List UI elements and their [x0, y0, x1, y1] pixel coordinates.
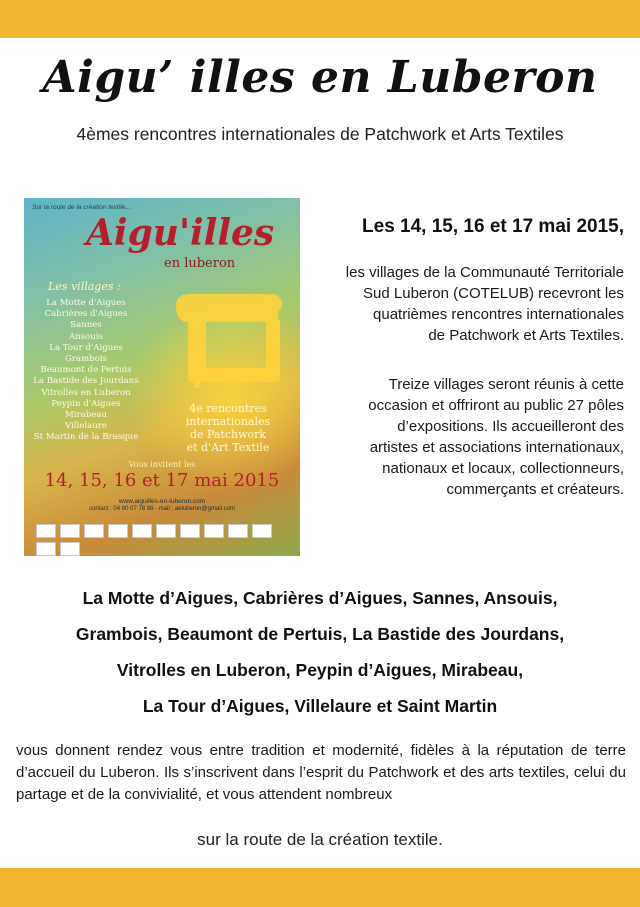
- poster-rencontres-line: et d'Art Textile: [186, 441, 270, 454]
- intro-line: Sud Luberon (COTELUB) recevront les: [363, 285, 624, 302]
- intro-line: Treize villages seront réunis à cette: [388, 376, 624, 393]
- closing-line: arts textiles, celui du partage et de la convivialité, et vous attendent nombreux: [16, 764, 626, 803]
- intro-paragraph-2: [306, 374, 624, 500]
- sponsor-logo-icon: [36, 524, 56, 538]
- closing-paragraph: [16, 740, 626, 806]
- intro-line: quatrièmes rencontres internationales: [373, 306, 624, 323]
- closing-line: vous donnent rendez vous entre tradition et modernité, fidèles à la réputation: [16, 742, 564, 759]
- intro-line: commerçants et créateurs.: [446, 481, 624, 498]
- sponsor-logo-icon: [36, 542, 56, 556]
- villages-line: Grambois, Beaumont de Pertuis, La Bastide des Jourdans,: [75, 624, 565, 644]
- intro-line: nationaux et locaux, collectionneurs,: [382, 460, 624, 477]
- intro-line: les villages de la Communauté Territoriale: [345, 264, 624, 281]
- closing-line: de terre d’accueil du Luberon. Ils s’inscrivent dans l’esprit du Patchwork et des: [16, 742, 627, 781]
- sponsor-logo-icon: [108, 524, 128, 538]
- sponsor-logo-icon: [252, 524, 272, 538]
- poster-route-tagline: Sur la route de la création textile...: [32, 204, 131, 211]
- poster-village: La Tour d'Aigues: [49, 342, 123, 353]
- event-dates: Les 14, 15, 16 et 17 mai 2015,: [362, 216, 624, 237]
- villages-line: La Tour d’Aigues, Villelaure et Saint Martin: [142, 696, 498, 716]
- poster-village: Vitrolles en Luberon: [41, 387, 131, 398]
- page-subtitle: 4èmes rencontres internationales de Patchwork et Arts Textiles: [76, 124, 564, 144]
- page-title: Aigu’ illes en Luberon: [42, 52, 598, 103]
- intro-line: occasion et offriront au public 27 pôles: [368, 397, 624, 414]
- sponsor-logo-icon: [132, 524, 152, 538]
- poster-village: Ansouis: [68, 331, 104, 342]
- sponsor-logo-icon: [204, 524, 224, 538]
- poster-dates: 14, 15, 16 et 17 mai 2015: [44, 470, 280, 491]
- villages-line: Vitrolles en Luberon, Peypin d’Aigues, Mirabeau,: [116, 660, 524, 680]
- villages-line: La Motte d’Aigues, Cabrières d’Aigues, Sannes, Ansouis,: [82, 588, 558, 608]
- sponsor-logos: [34, 520, 292, 550]
- poster-contact: contact : 04 90 07 78 98 - mail : aeluberon@gmail.com: [89, 506, 235, 512]
- poster-website: www.aiguilles-en-luberon.com: [118, 498, 206, 505]
- sponsor-logo-icon: [60, 542, 80, 556]
- poster-rencontres-line: 4e rencontres: [189, 402, 267, 415]
- poster-rencontres-line: de Patchwork: [189, 428, 267, 441]
- poster-villages-list: [30, 298, 142, 444]
- sponsor-logo-icon: [228, 524, 248, 538]
- intro-line: de Patchwork et Arts Textiles.: [428, 327, 624, 344]
- intro-paragraph-1: [306, 262, 624, 346]
- top-band: [0, 0, 640, 38]
- poster-village: Villelaure: [65, 421, 107, 432]
- sponsor-logo-icon: [156, 524, 176, 538]
- event-poster: [24, 198, 300, 556]
- sponsor-logo-icon: [180, 524, 200, 538]
- intro-line: artistes et associations internationaux,: [369, 439, 624, 456]
- sponsor-logo-icon: [84, 524, 104, 538]
- sponsor-logo-icon: [60, 524, 80, 538]
- poster-invitent-text: Vous invitent les: [128, 460, 196, 469]
- poster-village: Cabrières d'Aigues: [44, 309, 128, 320]
- poster-rencontres-text: [162, 402, 294, 454]
- poster-village: Beaumont de Pertuis: [40, 365, 132, 376]
- poster-village: La Bastide des Jourdans: [33, 376, 139, 387]
- route-tagline: sur la route de la création textile.: [197, 830, 443, 849]
- poster-rencontres-line: internationales: [185, 415, 271, 428]
- poster-village: Grambois: [64, 354, 108, 365]
- villages-list: [0, 580, 640, 724]
- poster-village: La Motte d'Aigues: [46, 298, 126, 308]
- bottom-band: [0, 868, 640, 907]
- poster-logo-subtext: en luberon: [164, 256, 236, 271]
- poster-villages-title: Les villages :: [48, 280, 121, 293]
- poster-village: St Martin de la Brasque: [33, 432, 139, 443]
- poster-village: Sannes: [70, 320, 102, 331]
- poster-logo-text: Aigu'illes: [86, 212, 275, 254]
- intro-line: d’expositions. Ils accueilleront des: [397, 418, 624, 435]
- poster-village: Mirabeau: [64, 410, 108, 421]
- poster-village: Peypin d'Aigues: [51, 398, 121, 409]
